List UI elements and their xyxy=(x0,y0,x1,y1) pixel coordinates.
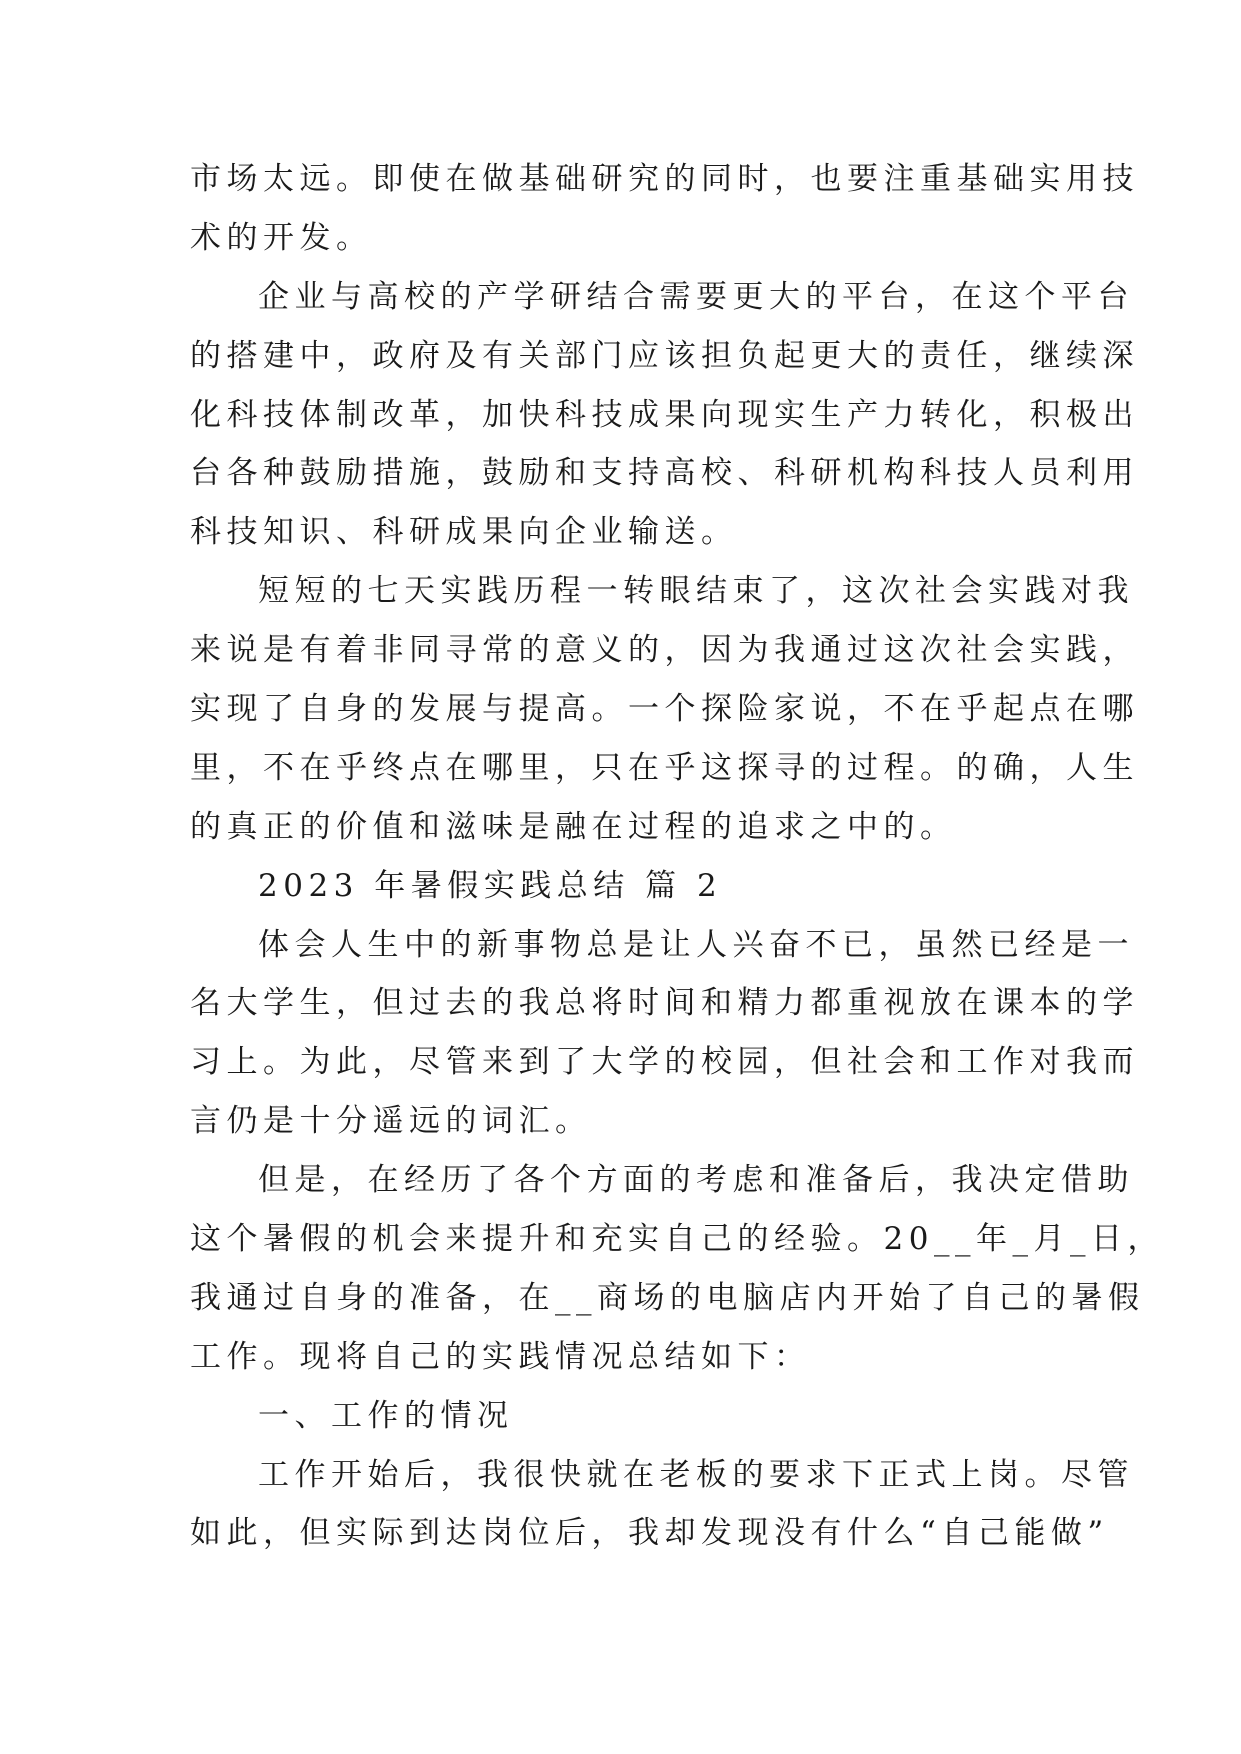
text-line: 言仍是十分遥远的词汇。 xyxy=(190,1103,592,1140)
section-heading: 2023 年暑假实践总结 篇 2 xyxy=(258,867,723,904)
paragraph-start: 企业与高校的产学研结合需要更大的平台，在这个平台 xyxy=(258,278,1134,315)
text-line: 的搭建中，政府及有关部门应该担负起更大的责任，继续深 xyxy=(190,337,1139,374)
subsection-heading: 一、工作的情况 xyxy=(258,1397,514,1434)
text-line: 工作。现将自己的实践情况总结如下： xyxy=(190,1338,811,1375)
paragraph-start: 工作开始后，我很快就在老板的要求下正式上岗。尽管 xyxy=(258,1456,1134,1493)
text-line: 里，不在乎终点在哪里，只在乎这探寻的过程。的确，人生 xyxy=(190,749,1139,786)
paragraph-start: 短短的七天实践历程一转眼结束了，这次社会实践对我 xyxy=(258,573,1134,610)
paragraph-start: 体会人生中的新事物总是让人兴奋不已，虽然已经是一 xyxy=(258,926,1134,963)
text-line: 实现了自身的发展与提高。一个探险家说，不在乎起点在哪 xyxy=(190,691,1139,728)
text-line: 市场太远。即使在做基础研究的同时，也要注重基础实用技 xyxy=(190,161,1139,197)
text-line: 来说是有着非同寻常的意义的，因为我通过这次社会实践， xyxy=(190,632,1139,669)
text-line: 科技知识、科研成果向企业输送。 xyxy=(190,514,738,551)
text-line: 术的开发。 xyxy=(190,219,373,256)
text-line: 化科技体制改革，加快科技成果向现实生产力转化，积极出 xyxy=(190,396,1139,433)
text-line: 这个暑假的机会来提升和充实自己的经验。20__年_月_日， xyxy=(190,1221,1164,1258)
text-line: 台各种鼓励措施，鼓励和支持高校、科研机构科技人员利用 xyxy=(190,455,1139,492)
text-line: 的真正的价值和滋味是融在过程的追求之中的。 xyxy=(190,808,957,845)
paragraph-start: 但是，在经历了各个方面的考虑和准备后，我决定借助 xyxy=(258,1162,1134,1199)
text-line: 我通过自身的准备，在__商场的电脑店内开始了自己的暑假 xyxy=(190,1279,1145,1316)
text-line: 习上。为此，尽管来到了大学的校园，但社会和工作对我而 xyxy=(190,1044,1139,1081)
document-body xyxy=(190,150,1164,1563)
text-line: 名大学生，但过去的我总将时间和精力都重视放在课本的学 xyxy=(190,985,1139,1022)
text-line: 如此，但实际到达岗位后，我却发现没有什么“自己能做” xyxy=(190,1515,1109,1552)
